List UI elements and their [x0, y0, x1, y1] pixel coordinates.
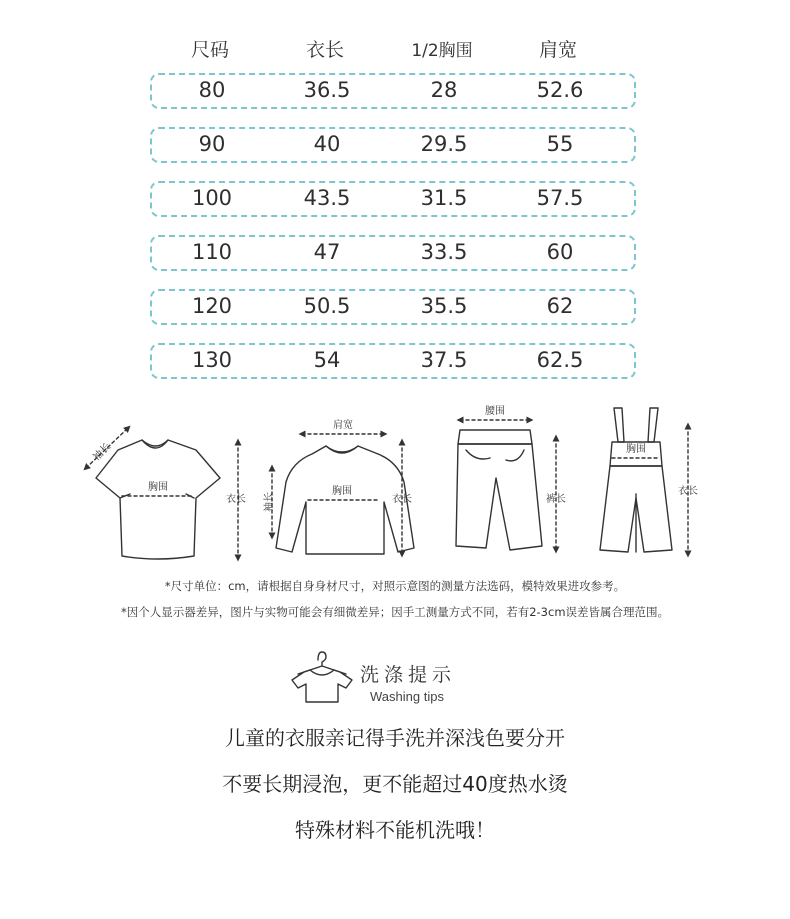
table-row [150, 289, 636, 325]
cell-shoulder: 62 [546, 294, 574, 318]
cell-shoulder: 57.5 [536, 186, 584, 210]
cell-length: 50.5 [303, 294, 351, 318]
tshirt-chest-label: 胸围 [148, 482, 168, 493]
cell-size: 110 [191, 240, 233, 264]
header-half-chest: 1/2胸围 [411, 40, 473, 61]
pants-waist-label: 腰围 [485, 406, 505, 417]
shirt-hanger-icon [290, 648, 354, 704]
cell-shoulder: 60 [546, 240, 574, 264]
cell-shoulder: 55 [546, 132, 574, 156]
pants-length-label: 裤长 [546, 494, 566, 505]
table-row [150, 73, 636, 109]
cell-size: 130 [191, 348, 233, 372]
cell-length: 36.5 [303, 78, 351, 102]
cell-shoulder: 52.6 [536, 78, 584, 102]
cell-half-chest: 35.5 [420, 294, 468, 318]
cell-length: 43.5 [303, 186, 351, 210]
cell-length: 40 [313, 132, 341, 156]
overalls-chest-label: 胸围 [626, 444, 646, 455]
washing-subtitle: Washing tips [370, 689, 444, 704]
note-variance: *因个人显示器差异，图片与实物可能会有细微差异；因手工测量方式不同，若有2-3cm误差皆属合理范围。 [120, 605, 670, 619]
sweater-chest-label: 胸围 [332, 486, 352, 497]
cell-size: 120 [191, 294, 233, 318]
cell-half-chest: 28 [430, 78, 458, 102]
cell-half-chest: 33.5 [420, 240, 468, 264]
header-size: 尺码 [190, 38, 229, 61]
table-row [150, 343, 636, 379]
cell-length: 47 [313, 240, 341, 264]
cell-size: 80 [198, 78, 226, 102]
sweater-sleeve-label: 袖长 [264, 492, 275, 512]
cell-size: 100 [191, 186, 233, 210]
washing-tip: 儿童的衣服亲记得手洗并深浅色要分开 [225, 726, 565, 750]
table-row [150, 235, 636, 271]
header-shoulder: 肩宽 [538, 38, 577, 61]
overalls-length-label: 衣长 [678, 486, 698, 497]
tshirt-length-label: 衣长 [226, 494, 246, 505]
cell-length: 54 [313, 348, 341, 372]
tshirt-sleeve-label: 袖长 [91, 441, 114, 464]
overalls-diagram [600, 408, 688, 554]
cell-half-chest: 37.5 [420, 348, 468, 372]
washing-tip: 特殊材料不能机洗哦！ [295, 818, 495, 842]
note-unit: *尺寸单位：cm，请根据自身身材尺寸，对照示意图的测量方法选码，模特效果进攻参考。 [164, 579, 626, 593]
washing-tip: 不要长期浸泡，更不能超过40度热水烫 [222, 772, 568, 796]
washing-title: 洗涤提示 [360, 664, 457, 686]
cell-half-chest: 31.5 [420, 186, 468, 210]
size-table-header [150, 30, 638, 66]
pants-diagram [456, 420, 556, 550]
cell-half-chest: 29.5 [420, 132, 468, 156]
sweater-length-label: 衣长 [392, 494, 412, 505]
cell-shoulder: 62.5 [536, 348, 584, 372]
table-row [150, 127, 636, 163]
measurement-diagrams [0, 398, 790, 570]
cell-size: 90 [198, 132, 226, 156]
header-length: 衣长 [305, 38, 344, 61]
table-row [150, 181, 636, 217]
sweater-shoulder-label: 肩宽 [333, 420, 353, 431]
